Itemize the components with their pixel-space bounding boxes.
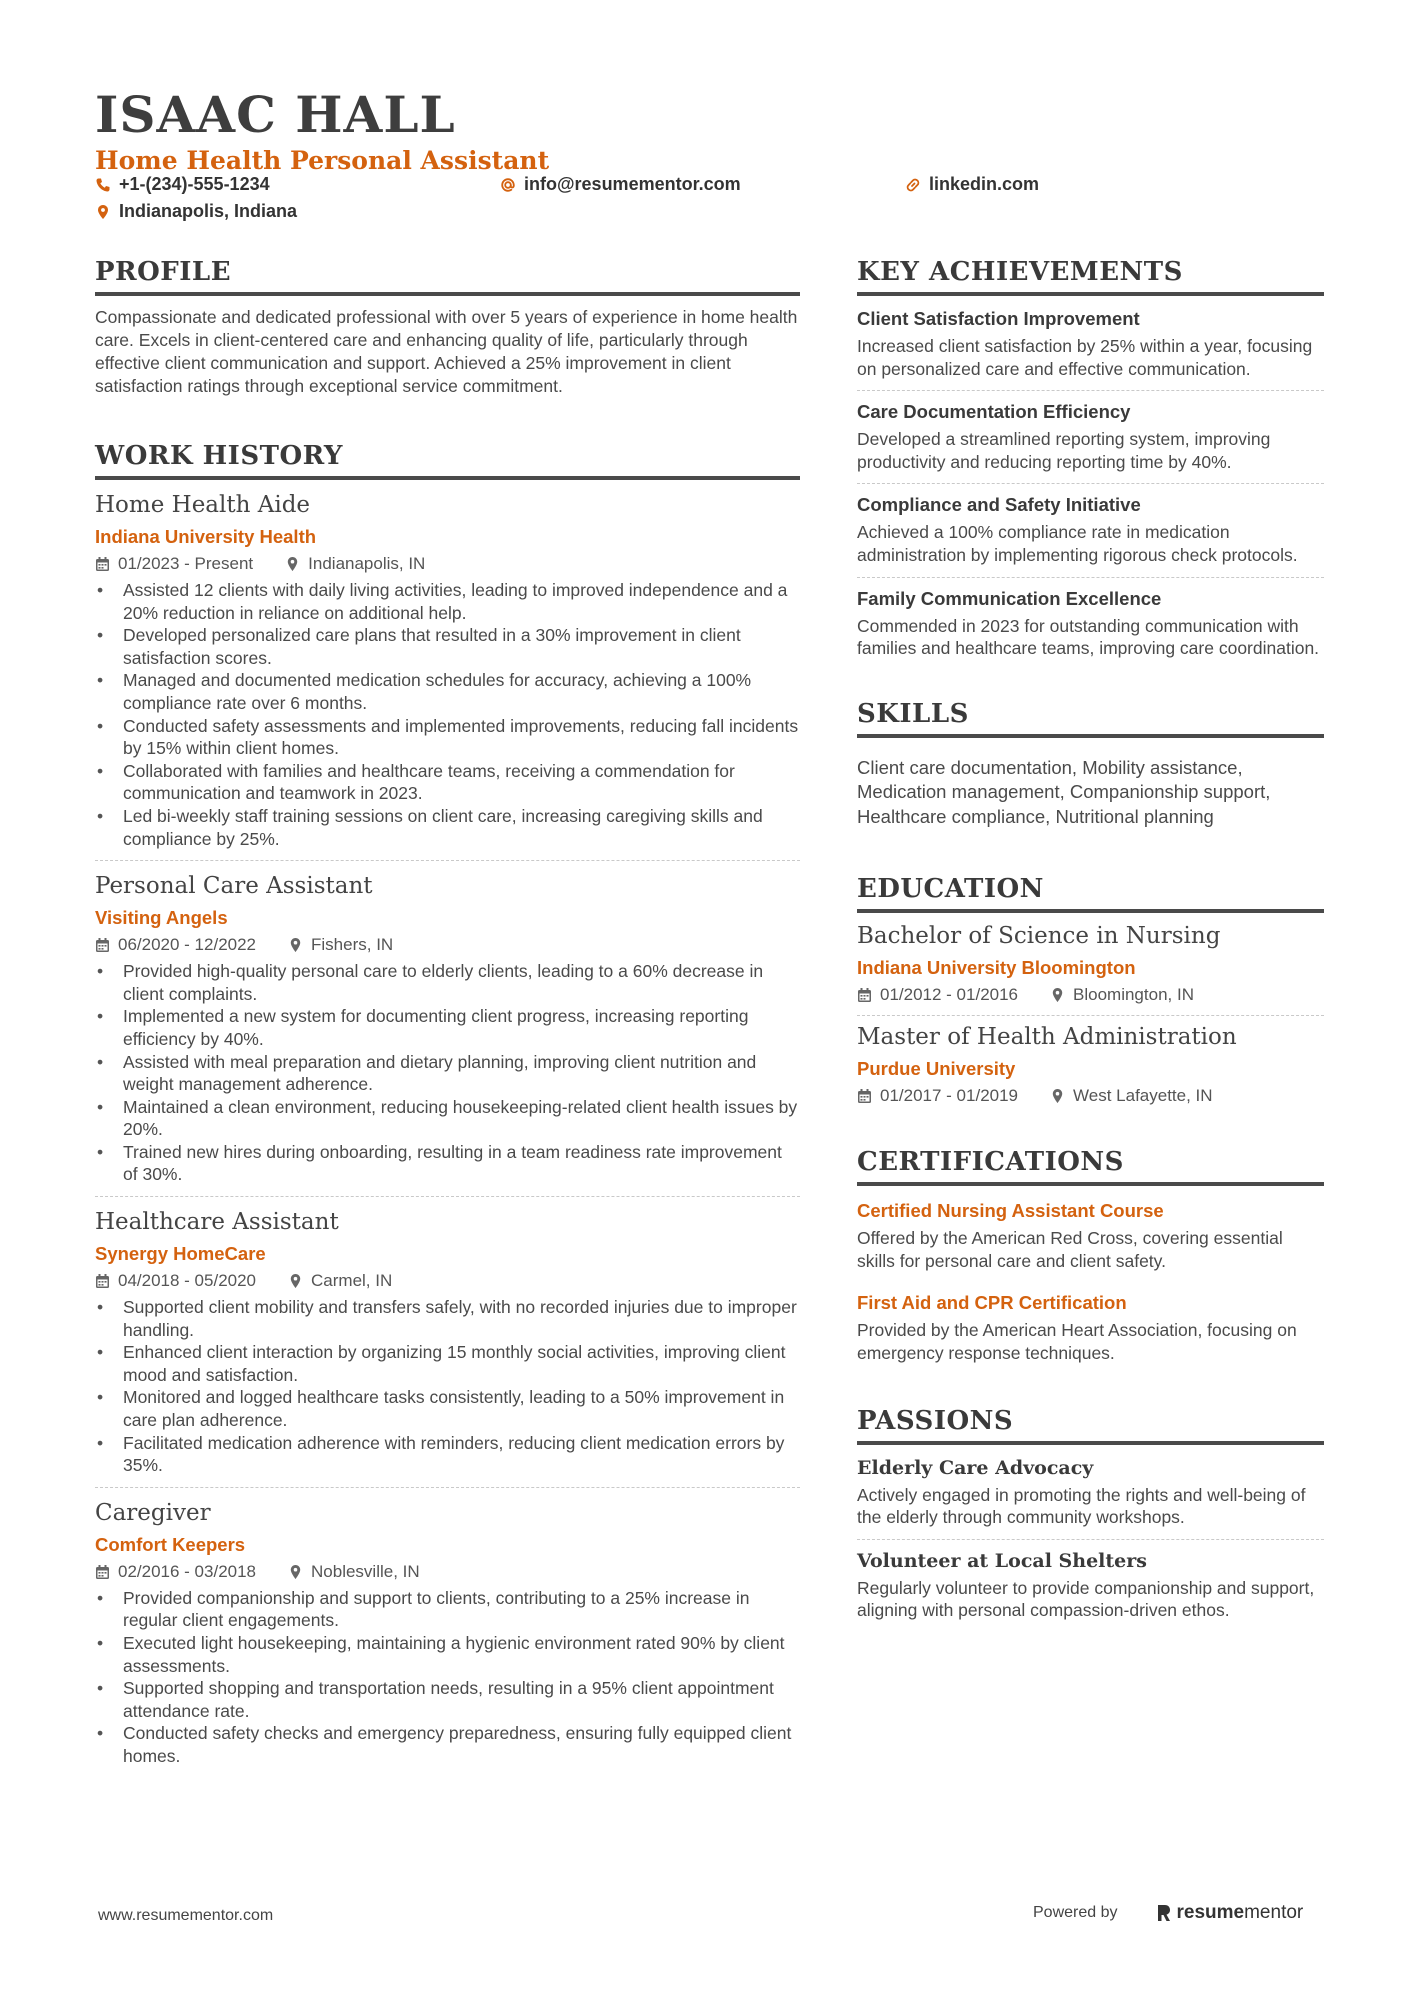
job-bullet: • Supported client mobility and transfers safely, with no recorded injuries due to improper handling.	[95, 1296, 800, 1341]
job-role: Healthcare Assistant	[95, 1209, 339, 1236]
passions-section	[857, 1405, 1324, 1632]
job-location	[285, 552, 425, 576]
skills-text: Client care documentation, Mobility assistance, Medication management, Companionship support, Healthcare compliance, Nutritional planning	[857, 756, 1271, 827]
education-dates	[857, 983, 1018, 1007]
job-company: Comfort Keepers	[95, 1533, 246, 1555]
job-bullet: • Executed light housekeeping, maintaining a hygienic environment rated 90% by client assessments.	[95, 1632, 800, 1677]
job-dates-text: 02/2016 - 03/2018	[118, 1561, 257, 1581]
profile-text: Compassionate and dedicated professional with over 5 years of experience in home health care. Excels in client-centered care and enhancing quality of life, particularly through effective client communication and support. Achieved a 25% improvement in client satisfaction ratings through exceptional service commitment.	[95, 307, 798, 396]
certification-item	[857, 1282, 1324, 1374]
email-text: info@resumementor.com	[524, 174, 741, 194]
education-meta	[857, 1084, 1324, 1108]
education-item	[857, 915, 1324, 1015]
passion-title: Volunteer at Local Shelters	[857, 1549, 1147, 1572]
location-pin-icon	[288, 1564, 303, 1580]
achievement-title: Family Communication Excellence	[857, 587, 1162, 609]
work-history-heading: WORK HISTORY	[95, 440, 800, 480]
education-list	[857, 915, 1324, 1116]
job-entry	[95, 1487, 800, 1768]
job-bullet: • Provided high-quality personal care to elderly clients, leading to a 60% decrease in client complaints.	[95, 960, 800, 1005]
achievements-section	[857, 256, 1324, 670]
achievement-item	[857, 483, 1324, 576]
job-bullet: • Developed personalized care plans that resulted in a 30% improvement in client satisfaction scores.	[95, 624, 800, 669]
job-entry	[95, 480, 800, 850]
job-dates	[95, 1269, 256, 1293]
job-bullet: • Trained new hires during onboarding, resulting in a team readiness rate improvement of 30%.	[95, 1141, 800, 1186]
passion-desc: Actively engaged in promoting the rights and well-being of the elderly through community workshops.	[857, 1484, 1306, 1528]
powered-by-label: Powered by	[1033, 1904, 1118, 1921]
certification-title: First Aid and CPR Certification	[857, 1292, 1127, 1314]
job-bullet: • Supported shopping and transportation needs, resulting in a 95% client appointment attendance rate.	[95, 1677, 800, 1722]
education-location-text: Bloomington, IN	[1073, 985, 1194, 1005]
location-pin-icon	[1050, 987, 1065, 1003]
passion-title: Elderly Care Advocacy	[857, 1456, 1094, 1479]
calendar-icon	[95, 937, 110, 953]
profile-heading: PROFILE	[95, 256, 800, 296]
achievement-desc: Increased client satisfaction by 25% within a year, focusing on personalized care and effective communication.	[857, 336, 1313, 379]
job-dates	[95, 552, 253, 576]
job-location-text: Carmel, IN	[311, 1271, 393, 1291]
certification-item	[857, 1190, 1324, 1282]
education-location	[1050, 983, 1194, 1007]
job-bullet: • Implemented a new system for documenting client progress, increasing reporting efficiency by 40%.	[95, 1005, 800, 1050]
link-icon	[905, 177, 921, 193]
job-bullet: • Monitored and logged healthcare tasks consistently, leading to a 50% improvement in care plan adherence.	[95, 1386, 800, 1431]
job-meta	[95, 933, 800, 957]
candidate-title: Home Health Personal Assistant	[95, 146, 550, 175]
job-bullet: • Collaborated with families and healthcare teams, receiving a commendation for communication and teamwork in 2023.	[95, 760, 800, 805]
certifications-list	[857, 1190, 1324, 1374]
achievement-desc: Commended in 2023 for outstanding communication with families and healthcare teams, improving care coordination.	[857, 615, 1320, 659]
passion-item	[857, 1447, 1324, 1539]
contact-location	[95, 201, 297, 222]
certifications-section	[857, 1146, 1324, 1374]
job-meta	[95, 552, 800, 576]
achievement-title: Client Satisfaction Improvement	[857, 308, 1140, 329]
job-bullet: • Assisted 12 clients with daily living activities, leading to improved independence and a 20% reduction in reliance on additional help.	[95, 579, 800, 624]
footer-website[interactable]: www.resumementor.com	[98, 1907, 274, 1924]
brand-bold: resume	[1176, 1902, 1245, 1923]
job-bullets	[95, 1296, 800, 1477]
passions-heading: PASSIONS	[857, 1405, 1324, 1445]
education-degree: Master of Health Administration	[857, 1024, 1237, 1051]
achievement-title: Care Documentation Efficiency	[857, 401, 1131, 423]
education-dates-text: 01/2017 - 01/2019	[880, 1086, 1019, 1106]
education-location	[1050, 1084, 1213, 1108]
linkedin-text: linkedin.com	[929, 174, 1040, 194]
location-pin-icon	[1050, 1088, 1065, 1104]
job-location-text: Noblesville, IN	[311, 1561, 420, 1581]
job-entry	[95, 1196, 800, 1477]
job-location	[288, 1560, 420, 1584]
education-location-text: West Lafayette, IN	[1073, 1086, 1213, 1106]
contact-linkedin[interactable]	[905, 174, 1039, 195]
left-column	[95, 256, 800, 1768]
job-bullet: • Facilitated medication adherence with reminders, reducing client medication errors by 35%.	[95, 1432, 800, 1477]
job-bullet: • Led bi-weekly staff training sessions on client care, increasing caregiving skills and compliance by 25%.	[95, 805, 800, 850]
calendar-icon	[857, 987, 872, 1003]
job-meta	[95, 1560, 800, 1584]
job-dates-text: 04/2018 - 05/2020	[118, 1271, 257, 1291]
skills-section	[857, 698, 1324, 830]
achievement-item	[857, 390, 1324, 483]
job-bullets	[95, 1587, 800, 1768]
education-item	[857, 1015, 1324, 1116]
achievement-desc: Developed a streamlined reporting system, improving productivity and reducing reporting time by 40%.	[857, 429, 1271, 472]
education-school: Indiana University Bloomington	[857, 957, 1136, 979]
job-dates-text: 01/2023 - Present	[118, 554, 254, 573]
brand-mark-icon	[1156, 1903, 1172, 1923]
job-bullet: • Managed and documented medication schedules for accuracy, achieving a 100% compliance rate over 6 months.	[95, 669, 800, 714]
certification-desc: Provided by the American Heart Association, focusing on emergency response techniques.	[857, 1320, 1297, 1364]
passion-desc: Regularly volunteer to provide companionship and support, aligning with personal compassion-driven ethos.	[857, 1577, 1315, 1621]
education-dates	[857, 1084, 1018, 1108]
achievement-item	[857, 577, 1324, 670]
location-text: Indianapolis, Indiana	[119, 201, 298, 221]
job-bullet: • Provided companionship and support to clients, contributing to a 25% increase in regular client engagements.	[95, 1587, 800, 1632]
brand-light: mentor	[1244, 1902, 1304, 1923]
job-bullets	[95, 579, 800, 850]
calendar-icon	[95, 1273, 110, 1289]
phone-icon	[95, 177, 111, 193]
education-meta	[857, 983, 1324, 1007]
passion-item	[857, 1539, 1324, 1632]
candidate-name: ISAAC HALL	[95, 85, 456, 144]
calendar-icon	[95, 1564, 110, 1580]
job-location	[288, 933, 393, 957]
skills-heading: SKILLS	[857, 698, 1324, 738]
profile-section	[95, 256, 800, 398]
work-history-section	[95, 440, 800, 1768]
education-section	[857, 873, 1324, 1116]
job-bullet: • Conducted safety assessments and implemented improvements, reducing fall incidents by 15% within client homes.	[95, 715, 800, 760]
right-column	[857, 256, 1324, 1632]
location-pin-icon	[288, 937, 303, 953]
contact-email[interactable]	[500, 174, 741, 195]
passions-list	[857, 1447, 1324, 1632]
phone-text: +1-(234)-555-1234	[119, 174, 270, 194]
achievement-desc: Achieved a 100% compliance rate in medication administration by implementing rigorous check protocols.	[857, 522, 1298, 565]
location-pin-icon	[95, 204, 111, 220]
at-icon	[500, 177, 516, 193]
certification-title: Certified Nursing Assistant Course	[857, 1200, 1164, 1222]
education-degree: Bachelor of Science in Nursing	[857, 923, 1221, 950]
education-school: Purdue University	[857, 1058, 1016, 1080]
job-company: Synergy HomeCare	[95, 1243, 266, 1265]
brand-logo[interactable]	[1156, 1902, 1304, 1924]
job-entry	[95, 860, 800, 1186]
footer-powered-by	[1033, 1902, 1303, 1924]
job-location	[288, 1269, 392, 1293]
jobs-list	[95, 480, 800, 1768]
job-dates-text: 06/2020 - 12/2022	[118, 935, 257, 955]
resume-header	[95, 86, 1325, 178]
certifications-heading: CERTIFICATIONS	[857, 1146, 1324, 1186]
job-role: Home Health Aide	[95, 492, 311, 518]
achievement-item	[857, 298, 1324, 390]
job-bullet: • Assisted with meal preparation and dietary planning, improving client nutrition and weight management adherence.	[95, 1051, 800, 1096]
job-bullet: • Conducted safety checks and emergency preparedness, ensuring fully equipped client homes.	[95, 1722, 800, 1767]
job-company: Indiana University Health	[95, 526, 317, 547]
contact-phone[interactable]	[95, 174, 270, 195]
calendar-icon	[95, 556, 110, 572]
job-meta	[95, 1269, 800, 1293]
job-bullet: • Maintained a clean environment, reducing housekeeping-related client health issues by 20%.	[95, 1096, 800, 1141]
achievements-heading: KEY ACHIEVEMENTS	[857, 256, 1324, 296]
job-company: Visiting Angels	[95, 907, 228, 929]
job-bullet: • Enhanced client interaction by organizing 15 monthly social activities, improving client mood and satisfaction.	[95, 1341, 800, 1386]
location-pin-icon	[288, 1273, 303, 1289]
calendar-icon	[857, 1088, 872, 1104]
achievements-list	[857, 298, 1324, 670]
job-role: Personal Care Assistant	[95, 873, 373, 900]
certification-desc: Offered by the American Red Cross, covering essential skills for personal care and client safety.	[857, 1228, 1283, 1271]
achievement-title: Compliance and Safety Initiative	[857, 494, 1141, 516]
education-dates-text: 01/2012 - 01/2016	[880, 985, 1019, 1005]
job-location-text: Indianapolis, IN	[308, 554, 426, 573]
job-role: Caregiver	[95, 1499, 211, 1526]
job-bullets	[95, 960, 800, 1186]
job-dates	[95, 1560, 256, 1584]
location-pin-icon	[285, 556, 300, 572]
job-dates	[95, 933, 256, 957]
job-location-text: Fishers, IN	[311, 935, 394, 955]
education-heading: EDUCATION	[857, 873, 1324, 913]
